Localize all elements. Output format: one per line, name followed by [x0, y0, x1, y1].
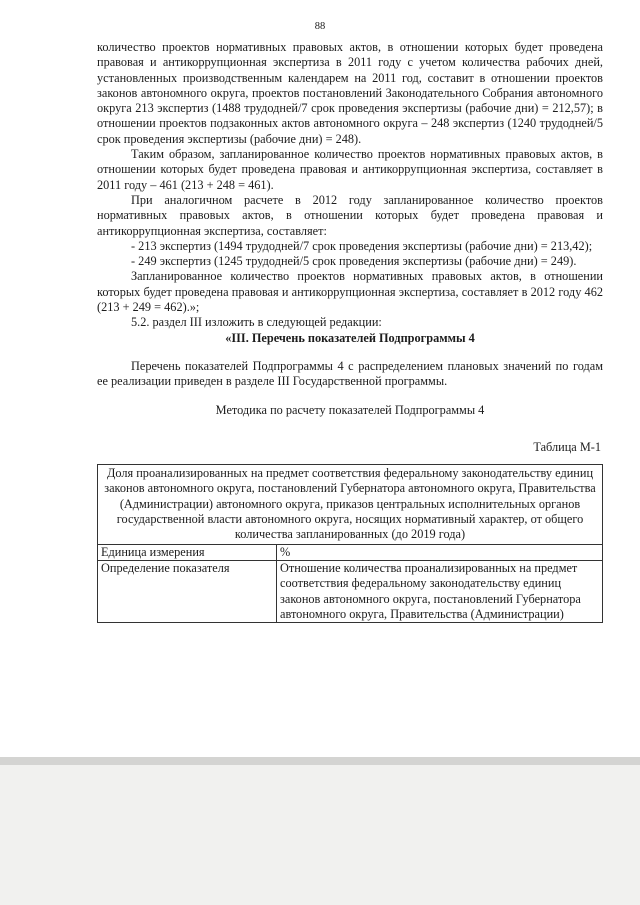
table-row [98, 544, 603, 560]
paragraph: количество проектов нормативных правовых актов, в отношении которых будет проведена правовая и антикоррупционная экспертиза в 2011 году с учетом количества рабочих дней, установленных производственным календарем на 2011 год, составит в отношении проектов законов автономного округа, проектов постановлений Законодательного Собрания автономного округа 213 экспертиз (1488 трудодней/7 срок проведения экспертизы (рабочие дни) = 212,57); в отношении проектов подзаконных актов автономного округа – 248 экспертиз (1240 трудодней/5 срок проведения экспертизы (рабочие дни) = 248). [97, 40, 603, 146]
table-row [98, 465, 603, 544]
method-title: Методика по расчету показателей Подпрограммы 4 [215, 402, 485, 417]
paragraph: Запланированное количество проектов нормативных правовых актов, в отношении которых будет проведена правовая и антикоррупционная экспертиза, составляет в 2012 году 462 (213 + 249 = 462).»; [97, 269, 603, 315]
table-cell-value: Отношение количества проанализированных на предмет соответствия федеральному законодательству единиц законов автономного округа, постановлений Губернатора автономного округа, Правительства (Администрации) [277, 560, 603, 622]
page-number: 88 [314, 21, 326, 32]
table-cell-label: Единица измерения [98, 544, 277, 560]
table-caption: Таблица М-1 [533, 439, 601, 454]
indicator-table [97, 464, 603, 623]
table-title-cell: Доля проанализированных на предмет соответствия федеральному законодательству единиц законов автономного округа, постановлений Губернатора автономного округа, Правительства (Администрации) автономного округа, приказов центральных исполнительных органов государственной власти автономного округа, носящих нормативный характер, от общего количества запланированных (до 2019 года) [98, 465, 603, 544]
paragraph: 5.2. раздел III изложить в следующей редакции: [131, 315, 382, 330]
paragraph: Таким образом, запланированное количество проектов нормативных правовых актов, в отношении которых будет проведена правовая и антикоррупционная экспертиза, составляет в 2011 году – 461 (213 + 248 = 461). [97, 147, 603, 192]
list-item: - 213 экспертиз (1494 трудодней/7 срок проведения экспертизы (рабочие дни) = 213,42); [131, 238, 593, 253]
paragraph: Перечень показателей Подпрограммы 4 с распределением плановых значений по годам ее реализации приведен в разделе III Государственной программы. [97, 358, 603, 389]
section-heading: «III. Перечень показателей Подпрограммы 4 [225, 330, 475, 345]
document-body [97, 40, 603, 623]
table-row [98, 560, 603, 622]
table-cell-value: % [277, 544, 603, 560]
paragraph: При аналогичном расчете в 2012 году запланированное количество проектов нормативных правовых актов, в отношении которых будет проведена правовая и антикоррупционная экспертиза, составляет: [97, 192, 603, 238]
table-cell-label: Определение показателя [98, 560, 277, 622]
list-item: - 249 экспертиз (1245 трудодней/5 срок проведения экспертизы (рабочие дни) = 249). [131, 254, 577, 269]
